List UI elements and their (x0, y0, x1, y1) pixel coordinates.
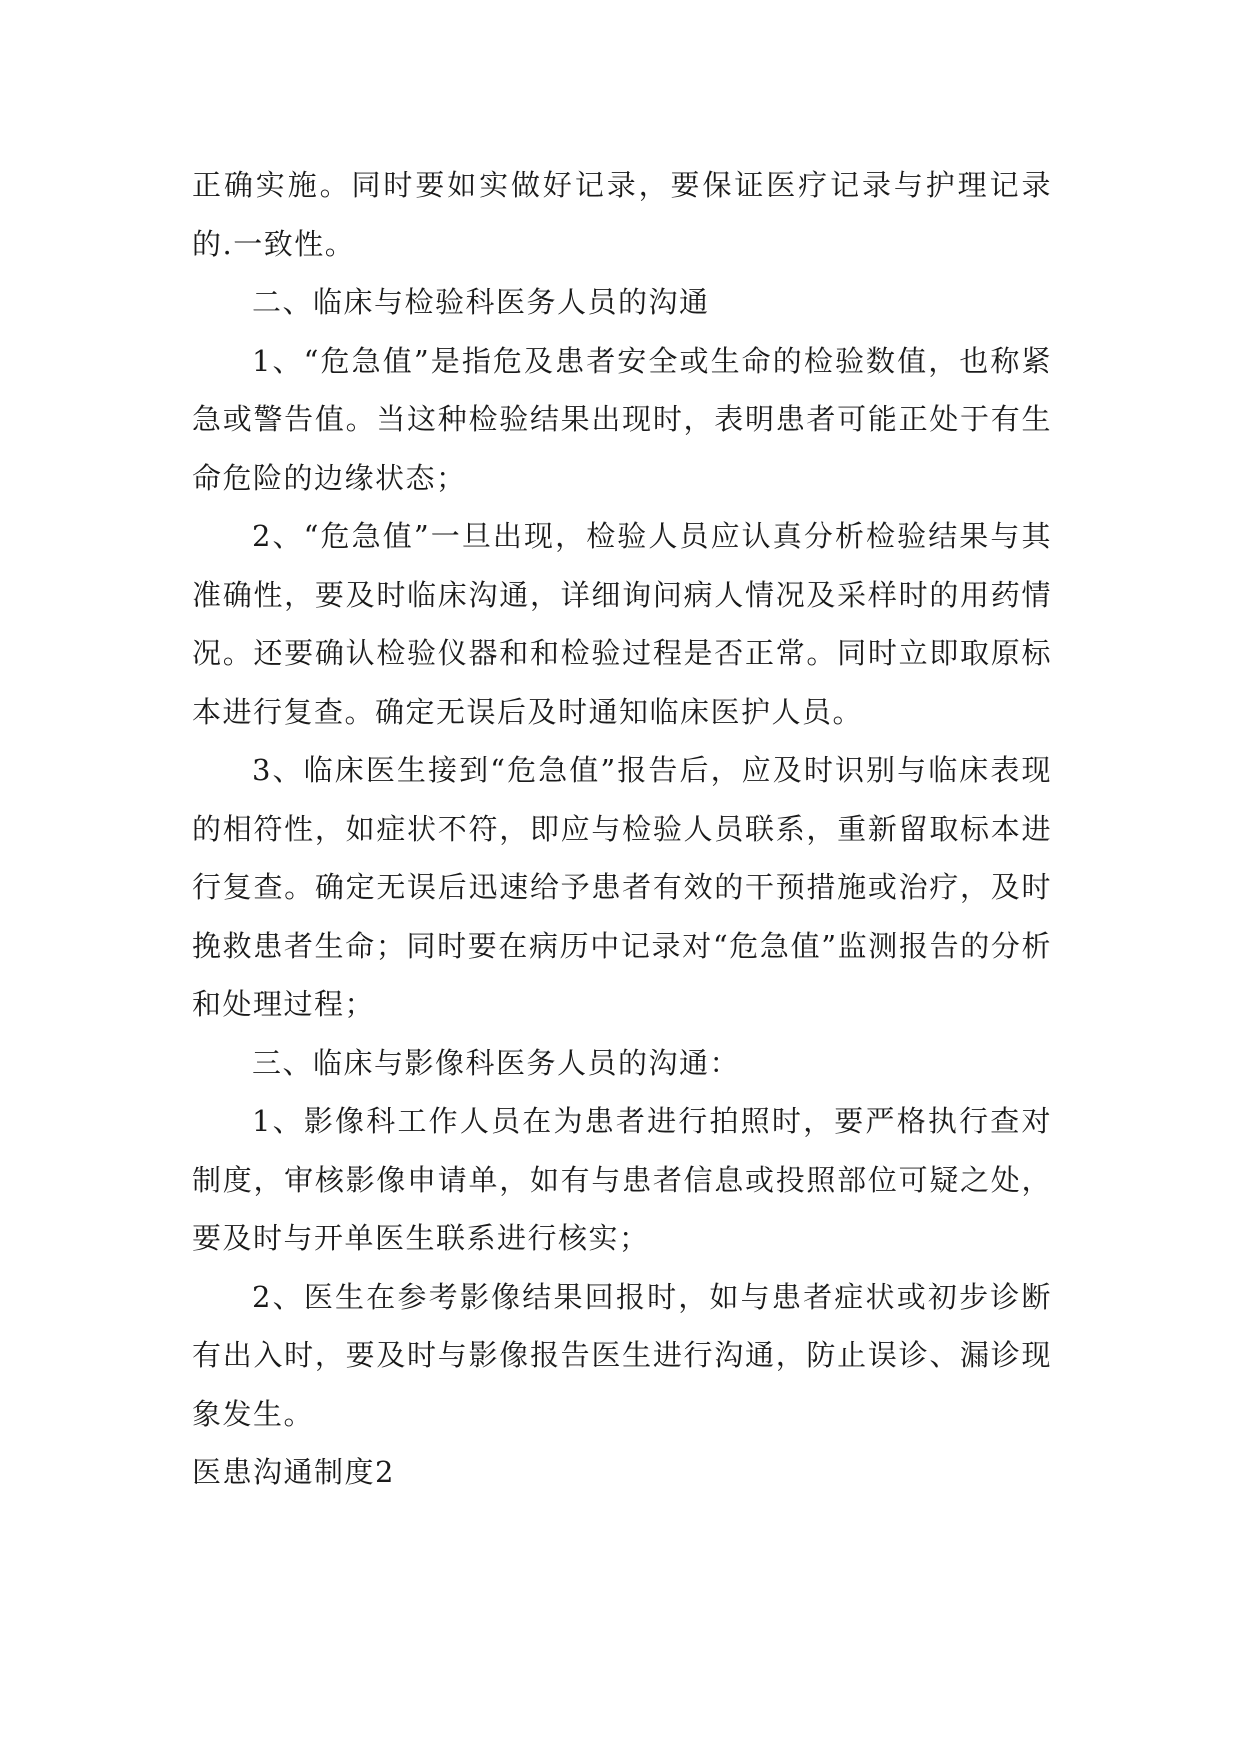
paragraph-critical-value-definition: 1、“危急值”是指危及患者安全或生命的检验数值，也称紧急或警告值。当这种检验结果出现时，表明患者可能正处于有生命危险的边缘状态； (192, 343, 1052, 495)
heading-imaging-communication: 三、临床与影像科医务人员的沟通： (252, 1045, 741, 1080)
heading-lab-communication: 二、临床与检验科医务人员的沟通 (252, 285, 710, 319)
document-body (192, 156, 1052, 1502)
paragraph-imaging-result-discrepancy: 2、医生在参考影像结果回报时，如与患者症状或初步诊断有出入时，要及时与影像报告医生进行沟通，防止误诊、漏诊现象发生。 (192, 1279, 1052, 1431)
paragraph-imaging-verification: 1、影像科工作人员在为患者进行拍照时，要严格执行查对制度，审核影像申请单，如有与患者信息或投照部位可疑之处，要及时与开单医生联系进行核实； (192, 1104, 1052, 1255)
paragraph-critical-value-lab-action: 2、“危急值”一旦出现，检验人员应认真分析检验结果与其准确性，要及时临床沟通，详细询问病人情况及采样时的用药情况。还要确认检验仪器和和检验过程是否正常。同时立即取原标本进行复查。确定无误后及时通知临床医护人员。 (192, 519, 1052, 729)
paragraph-critical-value-clinician-action: 3、临床医生接到“危急值”报告后，应及时识别与临床表现的相符性，如症状不符，即应与检验人员联系，重新留取标本进行复查。确定无误后迅速给予患者有效的干预措施或治疗，及时挽救患者生命；同时要在病历中记录对“危急值”监测报告的分析和处理过程； (192, 753, 1052, 1021)
section-title: 医患沟通制度2 (192, 1455, 395, 1489)
paragraph-continuation: 正确实施。同时要如实做好记录，要保证医疗记录与护理记录的.一致性。 (192, 168, 1052, 261)
